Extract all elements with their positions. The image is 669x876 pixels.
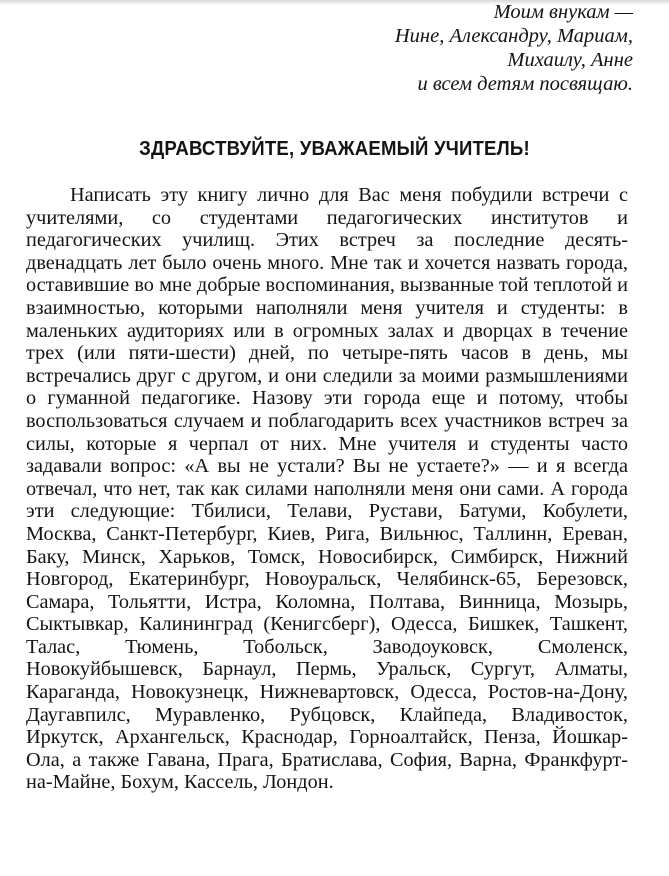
- body-paragraph: Написать эту книгу лично для Вас меня побудили встречи с учителями, со студентами педагогических институтов и педагогических училищ. Этих встреч за последние десять-двенадцать лет было очень много. Мне так и хочется назвать города, оставившие во мне добрые воспоминания, вызванные той теплотой и взаимностью, которыми наполняли меня учителя и студенты: в маленьких аудиториях или в огромных залах и дворцах в течение трех (или пяти-шести) дней, по четыре-пять часов в день, мы встречались друг с другом, и они следили за моими размышлениями о гуманной педагогике. Назову эти города еще и потому, чтобы воспользоваться случаем и поблагодарить всех участников встреч за силы, которые я черпал от них. Мне учителя и студенты часто задавали вопрос: «А вы не устали? Вы не устаете?» — и я всегда отвечал, что нет, так как силами наполняли меня они сами. А города эти следующие: Тбилиси, Телави, Рустави, Батуми, Кобулети, Москва, Санкт-Петербург, Киев, Рига, Вильнюс, Таллинн, Ереван, Баку, Минск, Харьков, Томск, Новосибирск, Симбирск, Нижний Новгород, Екатеринбург, Новоуральск, Челябинск-65, Березовск, Самара, Тольятти, Истра, Коломна, Полтава, Винница, Мозырь, Сыктывкар, Калининград (Кенигсберг), Одесса, Бишкек, Ташкент, Талас, Тюмень, Тобольск, Заводоуковск, Смоленск, Новокуйбышевск, Барнаул, Пермь, Уральск, Сургут, Алматы, Караганда, Новокузнецк, Нижневартовск, Одесса, Ростов-на-Дону, Даугавпилс, Муравленко, Рубцовск, Клайпеда, Владивосток, Иркутск, Архангельск, Краснодар, Горноалтайск, Пенза, Йошкар-Ола, а также Гавана, Прага, Братислава, София, Варна, Франкфурт-на-Майне, Бохум, Кассель, Лондон.: [26, 184, 628, 794]
- chapter-heading: ЗДРАВСТВУЙТЕ, УВАЖАЕМЫЙ УЧИТЕЛЬ!: [139, 138, 530, 160]
- epigraph-line: Моим внукам —: [493, 1, 633, 23]
- epigraph-line: и всем детям посвящаю.: [417, 73, 633, 95]
- body-text: [26, 184, 628, 794]
- epigraph-dedication: [273, 0, 633, 96]
- epigraph-line: Михаилу, Анне: [507, 49, 633, 71]
- epigraph-line: Нине, Александру, Мариам,: [394, 25, 633, 47]
